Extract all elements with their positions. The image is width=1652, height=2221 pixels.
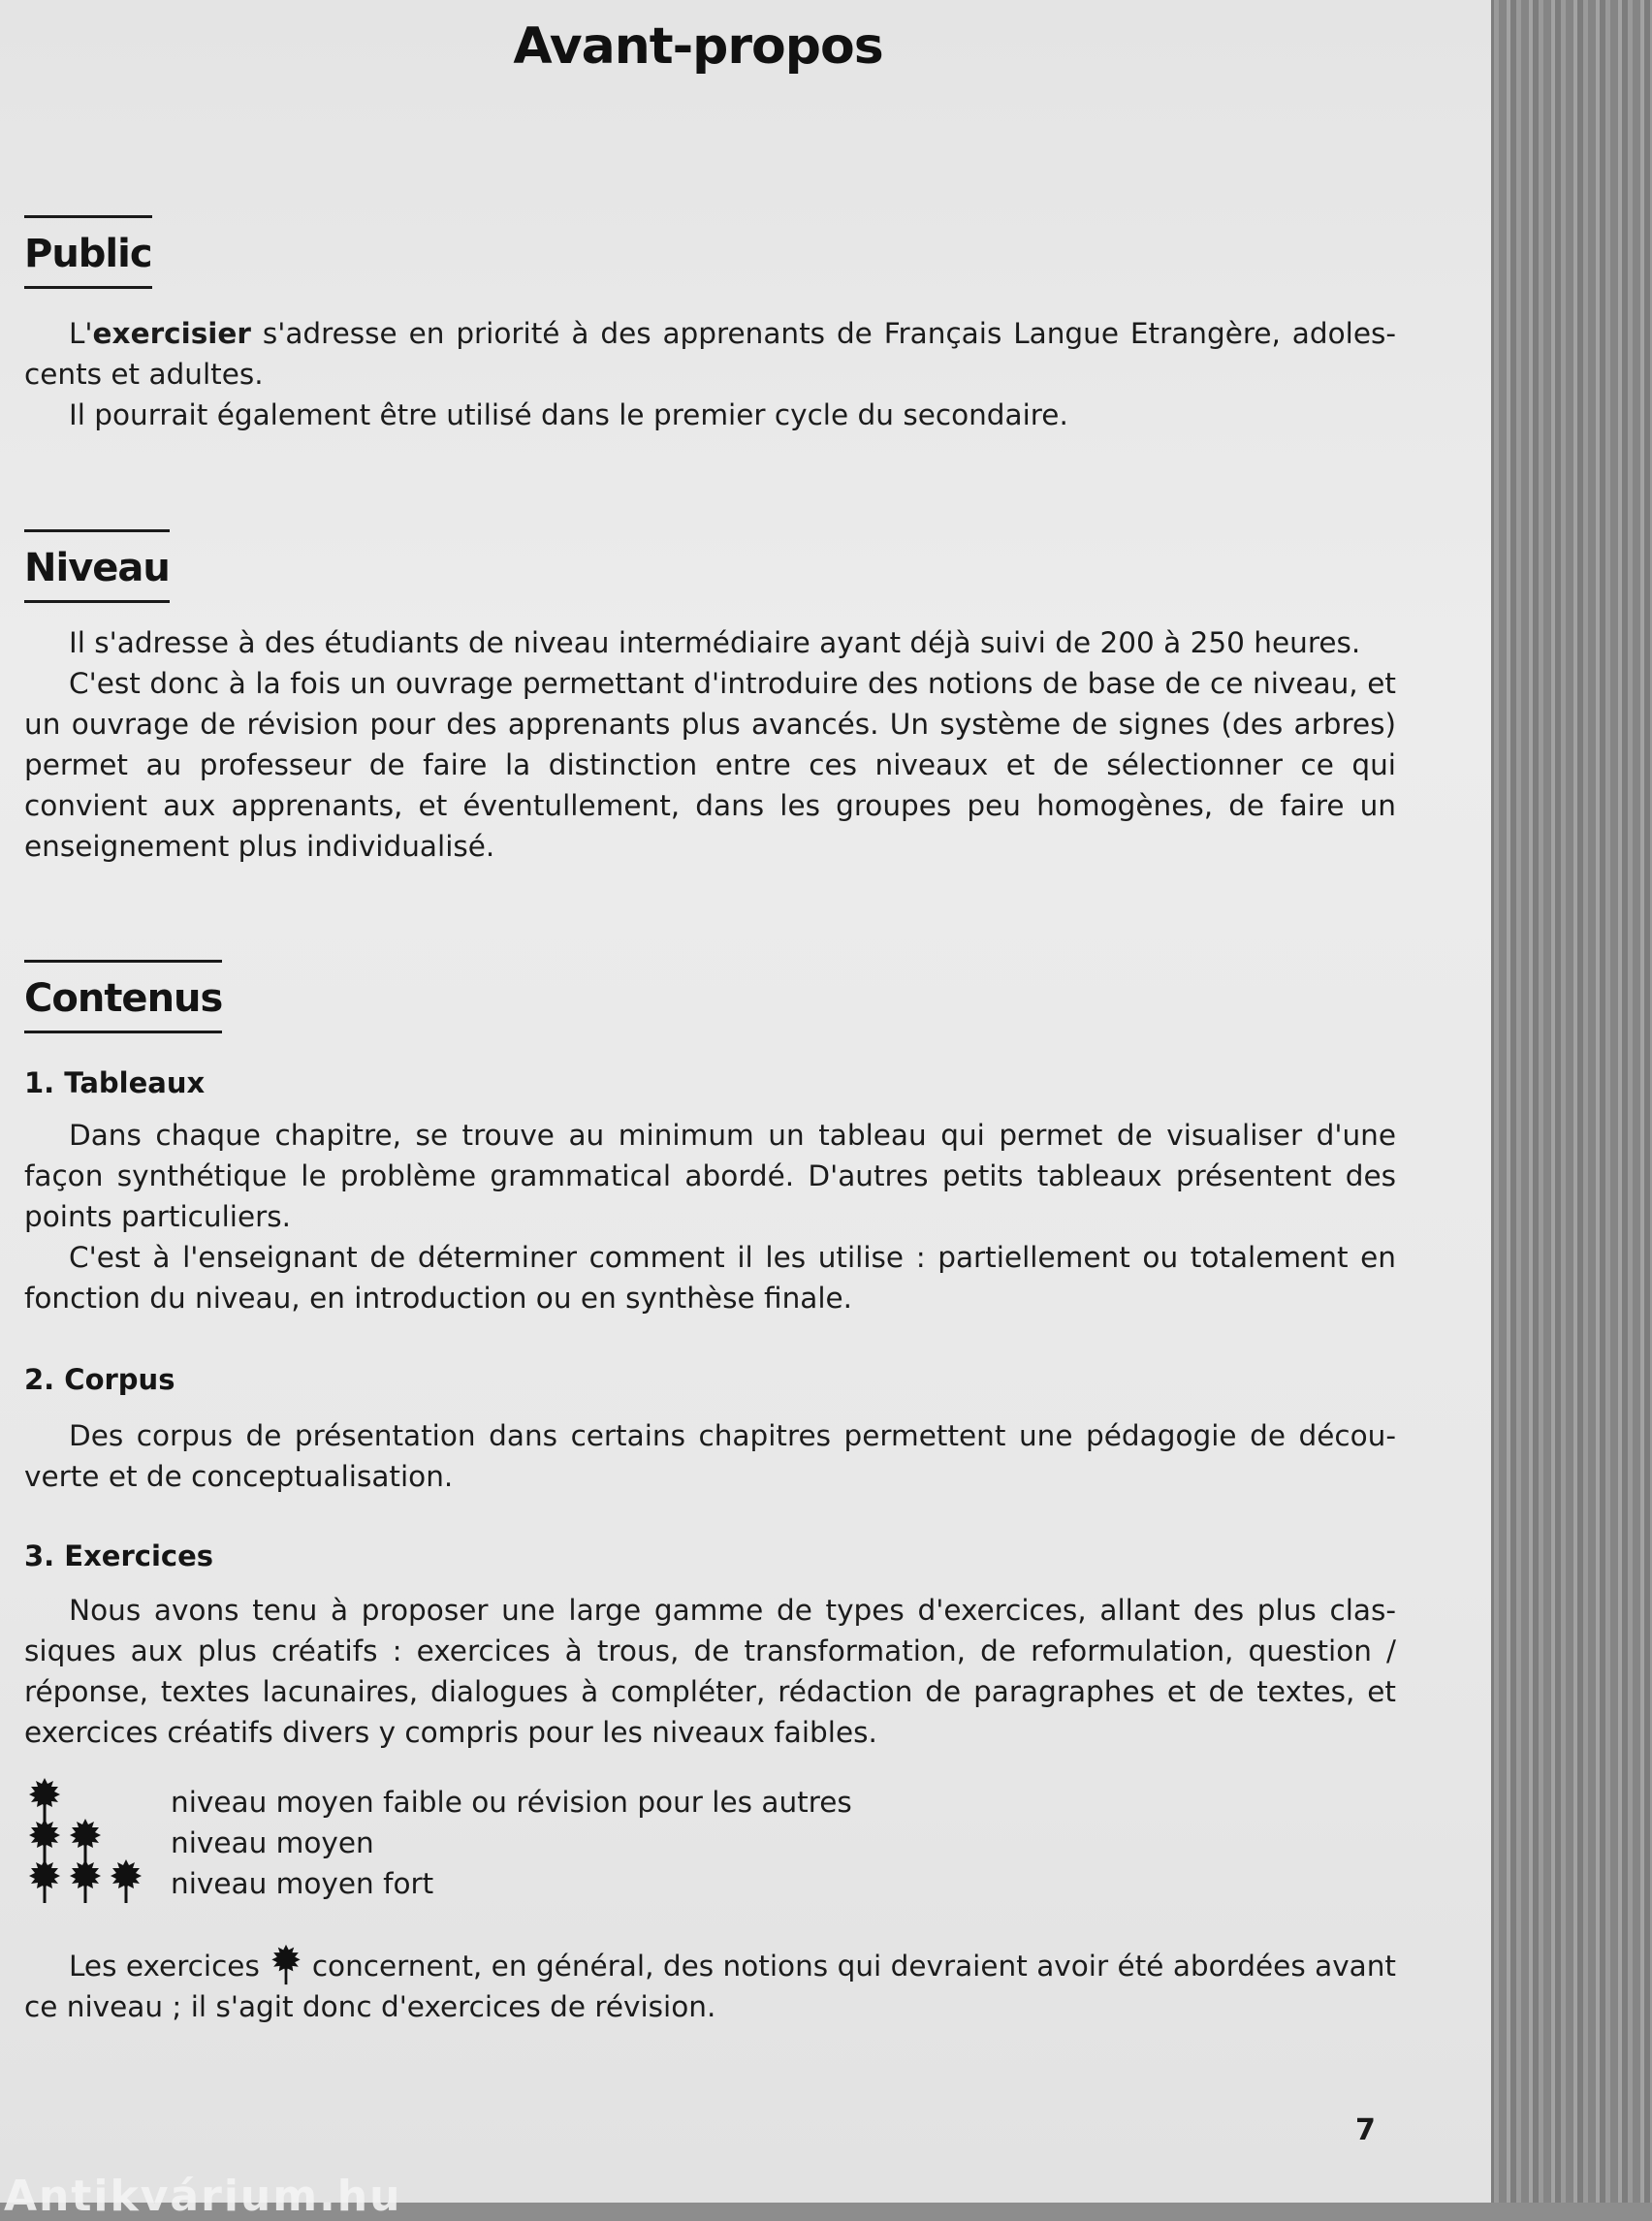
tree-icon [68, 1857, 103, 1904]
subheading-exercices: 3. Exercices [24, 1539, 214, 1572]
public-paragraph-1: L'exercisier s'adresse en priorité à des apprenants de Français Langue Etrangère, adoles-cents et adultes. [24, 317, 1396, 391]
niveau-text [24, 622, 1396, 867]
tree-icon [27, 1776, 62, 1823]
watermark: Antikvárium.hu [4, 2172, 402, 2221]
niveau-paragraph-1: Il s'adresse à des étudiants de niveau intermédiaire ayant déjà suivi de 200 à 250 heures. [69, 626, 1361, 659]
exercices-text [24, 1590, 1396, 1753]
legend-label-3: niveau moyen fort [171, 1867, 434, 1900]
section-heading-contenus: Contenus [24, 960, 222, 1033]
subheading-tableaux: 1. Tableaux [24, 1066, 206, 1099]
public-paragraph-2: Il pourrait également être utilisé dans le premier cycle du secondaire. [69, 398, 1068, 431]
corpus-text [24, 1415, 1396, 1497]
public-text [24, 313, 1396, 435]
tableaux-paragraph-1: Dans chaque chapitre, se trouve au minimum un tableau qui permet de visualiser d'une façon synthétique le problème grammatical abordé. D'autres petits tableaux présentent des points particuliers. [24, 1119, 1396, 1233]
exercisier-bold: exercisier [92, 317, 251, 350]
closing-paragraph: Les exercices concernent, en général, des notions qui devraient avoir été abordées avant ce niveau ; il s'agit donc d'exercices de révision. [24, 1943, 1396, 2027]
tree-icon [68, 1817, 103, 1863]
tree-icon [109, 1857, 143, 1904]
tableaux-paragraph-2: C'est à l'enseignant de déterminer comment il les utilise : partiellement ou totalement en fonction du niveau, en introduction ou en synthèse finale. [24, 1241, 1396, 1315]
subheading-corpus: 2. Corpus [24, 1363, 175, 1396]
page-title: Avant-propos [513, 17, 883, 76]
legend-label-1: niveau moyen faible ou révision pour les autres [171, 1786, 852, 1819]
wood-background [1488, 0, 1652, 2203]
exercices-paragraph-1: Nous avons tenu à proposer une large gamme de types d'exercices, allant des plus clas-siques aux plus créatifs : exercices à trous, de transformation, de reformulation, question / réponse, textes lacunaires, dialogues à compléter, rédaction de paragraphes et de textes, et exercices créatifs divers y compris pour les niveaux faibles. [24, 1594, 1396, 1749]
section-heading-public: Public [24, 215, 152, 289]
tree-icon [27, 1857, 62, 1904]
tableaux-text [24, 1115, 1396, 1318]
legend-label-2: niveau moyen [171, 1826, 374, 1859]
tree-icon [27, 1817, 62, 1863]
closing-text [24, 1943, 1396, 2027]
tree-icon [270, 1943, 302, 1985]
page-number: 7 [1355, 2113, 1376, 2147]
section-heading-niveau: Niveau [24, 529, 170, 603]
corpus-paragraph-1: Des corpus de présentation dans certains chapitres permettent une pédagogie de décou-verte et de conceptualisation. [24, 1419, 1396, 1493]
niveau-paragraph-2: C'est donc à la fois un ouvrage permettant d'introduire des notions de base de ce niveau, et un ouvrage de révision pour des apprenants plus avancés. Un système de signes (des arbres) permet au professeur de faire la distinction entre ces niveaux et de sélectionner ce qui convient aux apprenants, et éventullement, dans les groupes peu homogènes, de faire un enseignement plus individualisé. [24, 667, 1396, 863]
